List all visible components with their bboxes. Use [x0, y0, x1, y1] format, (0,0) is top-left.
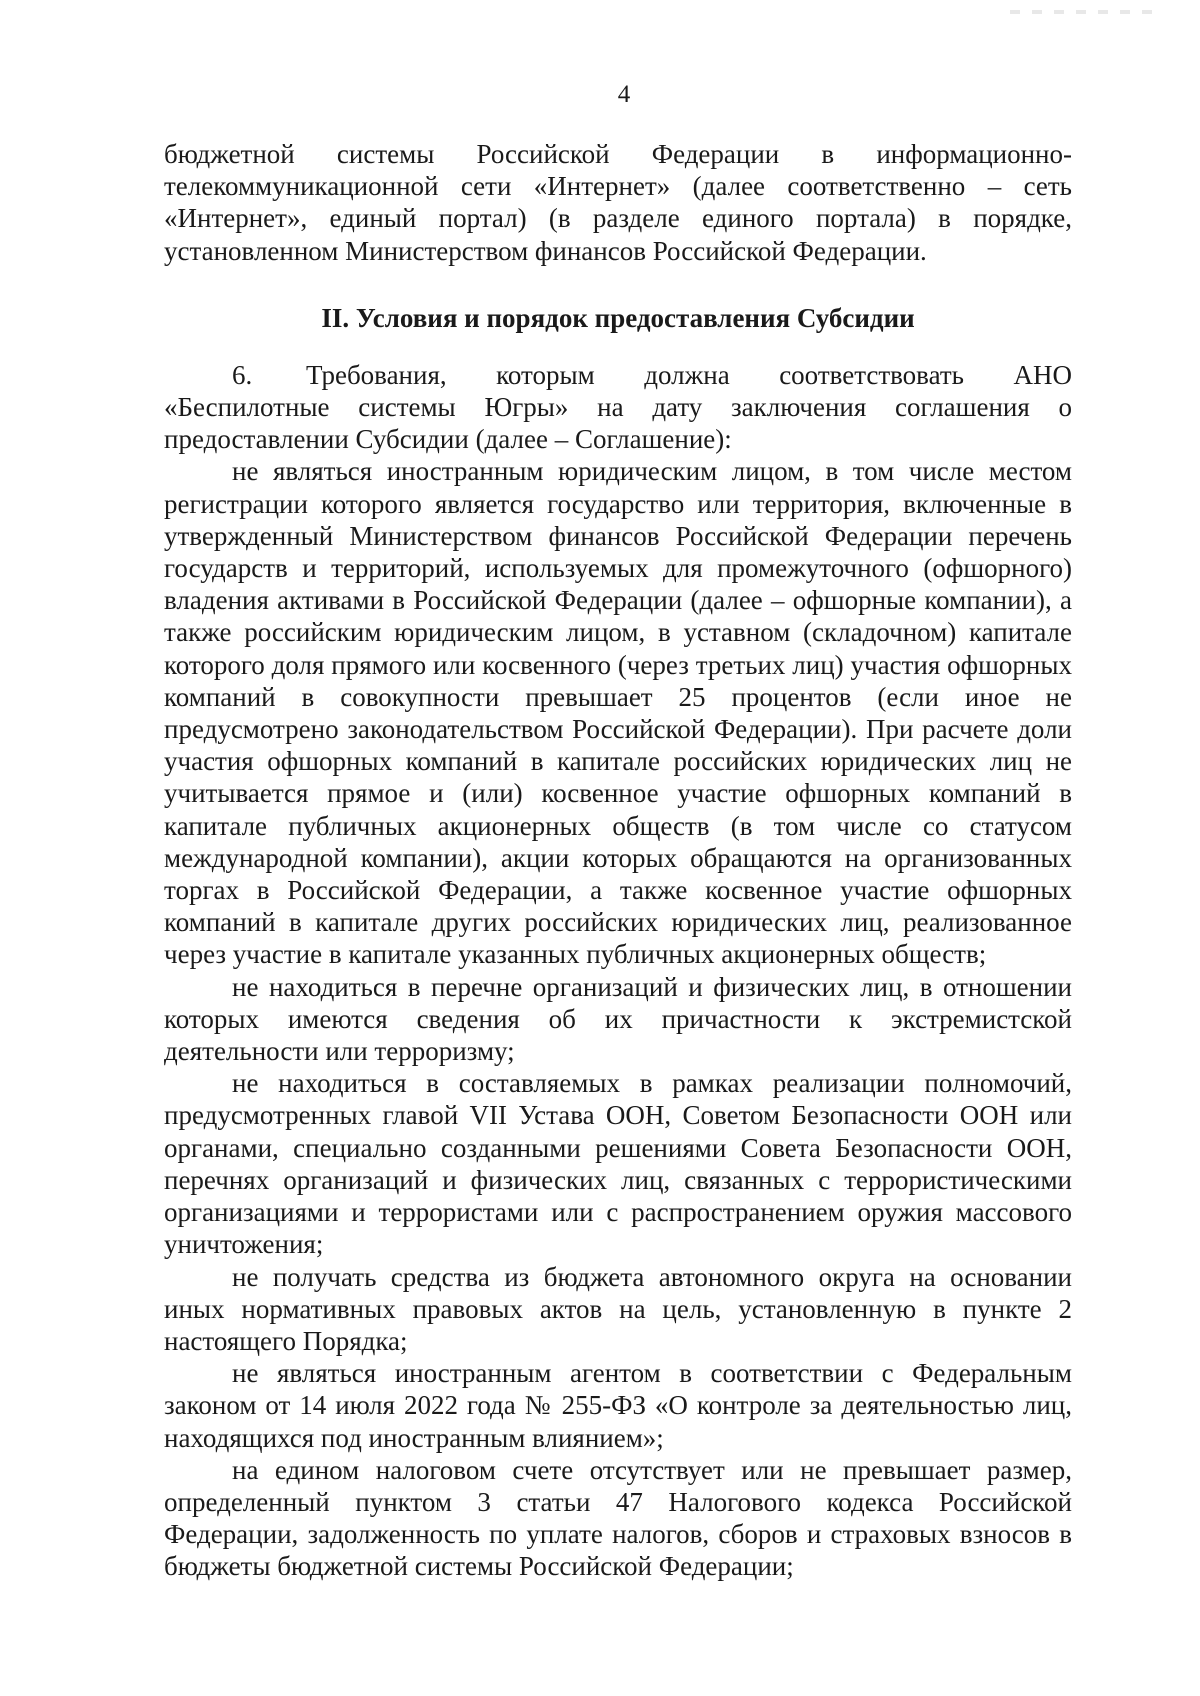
intro-paragraph: бюджетной системы Российской Федерации в информационно-телекоммуникационной сети «Интернет» (далее соответственно – сеть «Интернет», единый портал) (в разделе единого портала) в порядке, установленном Министерством финансов Российской Федерации. — [164, 139, 1072, 266]
requirement-foreign-agent: не являться иностранным агентом в соответствии с Федеральным законом от 14 июля 2022 года № 255-ФЗ «О контроле за деятельностью лиц, находящихся под иностранным влиянием»; — [164, 1358, 1072, 1453]
clause-6-text: Требования, которым должна соответствовать АНО «Беспилотные системы Югры» на дату заключения соглашения о предоставлении Субсидии (далее – Соглашение): — [164, 359, 1072, 455]
requirement-extremism-list: не находиться в перечне организаций и физических лиц, в отношении которых имеются сведения об их причастности к экстремистской деятельности или терроризму; — [164, 971, 1072, 1067]
document-body — [164, 138, 1072, 1583]
clause-6-paragraph — [164, 359, 1072, 456]
requirement-no-other-funding: не получать средства из бюджета автономного округа на основании иных нормативных правовых актов на цель, установленную в пункте 2 настоящего Порядка; — [164, 1261, 1072, 1356]
scan-artifact — [1010, 10, 1160, 14]
requirement-un-sanctions-list: не находиться в составляемых в рамках реализации полномочий, предусмотренных главой VII Устава ООН, Советом Безопасности ООН или органами, специально созданными решениями Совета Безопасности ООН, перечнях организаций и физических лиц, связанных с террористическими организациями и террористами или с распространением оружия массового уничтожения; — [164, 1068, 1072, 1260]
clause-number: 6. — [232, 359, 253, 390]
requirement-tax-debt: на едином налоговом счете отсутствует или не превышает размер, определенный пунктом 3 статьи 47 Налогового кодекса Российской Федерации, задолженность по уплате налогов, сборов и страховых взносов в бюджеты бюджетной системы Российской Федерации; — [164, 1454, 1072, 1582]
section-heading: II. Условия и порядок предоставления Субсидии — [321, 302, 915, 333]
requirement-offshore: не являться иностранным юридическим лицом, в том числе местом регистрации которого является государство или территория, включенные в утвержденный Министерством финансов Российской Федерации перечень государств и территорий, используемых для промежуточного (офшорного) владения активами в Российской Федерации (далее – офшорные компании), а также российским юридическим лицом, в уставном (складочном) капитале которого доля прямого или косвенного (через третьих лиц) участия офшорных компаний в совокупности превышает 25 процентов (если иное не предусмотрено законодательством Российской Федерации). При расчете доли участия офшорных компаний в капитале российских юридических лиц не учитывается прямое и (или) косвенное участие офшорных компаний в капитале публичных акционерных обществ (в том числе со статусом международной компании), акции которых обращаются на организованных торгах в Российской Федерации, а также косвенное участие офшорных компаний в капитале других российских юридических лиц, реализованное через участие в капитале указанных публичных акционерных обществ; — [164, 456, 1072, 970]
page-number: 4 — [617, 81, 631, 108]
